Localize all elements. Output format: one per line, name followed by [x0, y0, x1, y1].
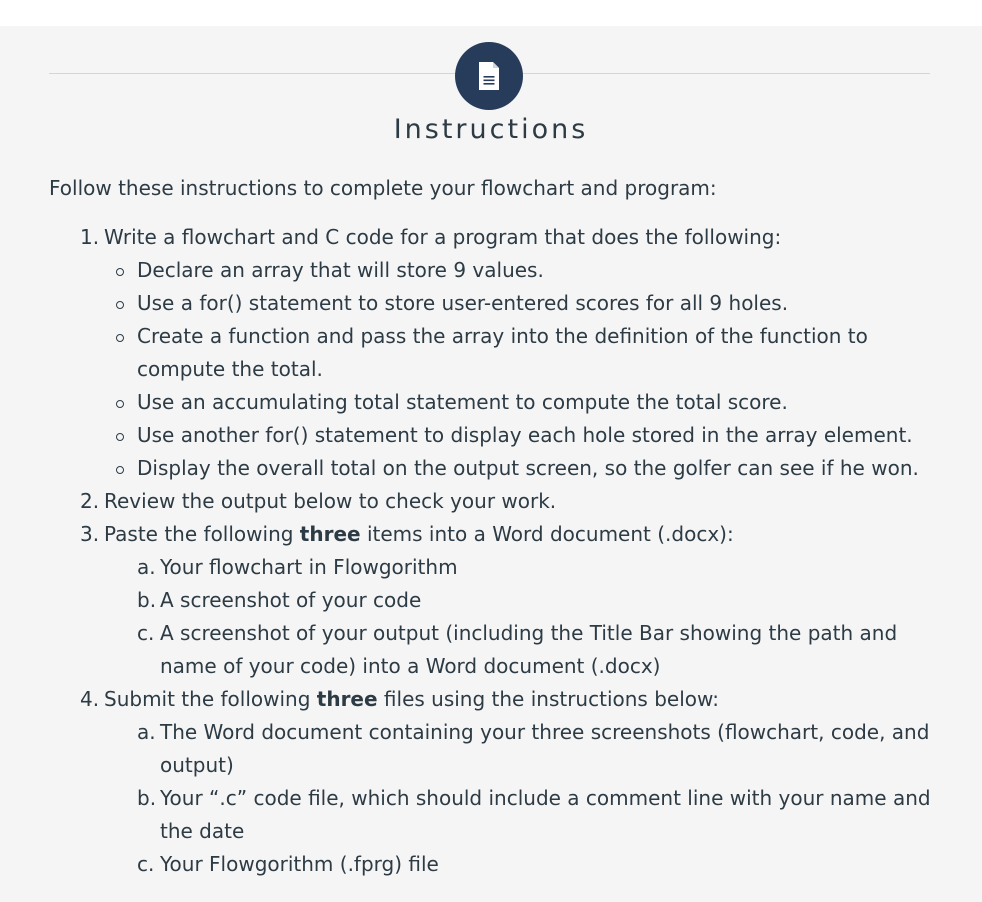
bullet-item: Declare an array that will store 9 values.: [112, 254, 939, 287]
item-letter: c.: [137, 852, 155, 876]
step-3: [80, 518, 939, 683]
step-3-items: [104, 551, 939, 683]
step-text-part: Submit the following: [104, 687, 317, 711]
bullet-item: Use another for() statement to display each hole stored in the array element.: [112, 419, 939, 452]
step-text-part: items into a Word document (.docx):: [360, 522, 734, 546]
lettered-item: [137, 716, 939, 782]
step-4-items: [104, 716, 939, 881]
intro-text: Follow these instructions to complete your flowchart and program:: [49, 176, 717, 200]
item-text: Your “.c” code file, which should include a comment line with your name and the date: [160, 786, 931, 843]
instructions-content: [49, 172, 939, 881]
lettered-item: [137, 584, 939, 617]
step-1: [80, 221, 939, 485]
item-text: Your Flowgorithm (.fprg) file: [160, 852, 439, 876]
item-letter: a.: [137, 555, 156, 579]
lettered-item: [137, 782, 939, 848]
step-number: 1.: [80, 225, 100, 249]
step-text-part: Paste the following: [104, 522, 300, 546]
step-text: [104, 522, 734, 546]
step-2: [80, 485, 939, 518]
step-text: Write a flowchart and C code for a program that does the following:: [104, 225, 782, 249]
bullet-item: Create a function and pass the array into the definition of the function to compute the total.: [112, 320, 939, 386]
step-4: [80, 683, 939, 881]
item-text: Your flowchart in Flowgorithm: [160, 555, 458, 579]
lettered-item: [137, 617, 939, 683]
step-number: 3.: [80, 522, 100, 546]
step-number: 2.: [80, 489, 100, 513]
item-letter: c.: [137, 621, 155, 645]
page-title: Instructions: [393, 114, 589, 145]
lettered-item: [137, 848, 939, 881]
step-1-bullets: [104, 254, 939, 485]
item-text: A screenshot of your code: [160, 588, 422, 612]
step-text-bold: three: [316, 687, 378, 711]
item-letter: b.: [137, 588, 157, 612]
item-letter: a.: [137, 720, 156, 744]
item-text: The Word document containing your three screenshots (flowchart, code, and output): [160, 720, 930, 777]
step-text: [104, 687, 719, 711]
lettered-item: [137, 551, 939, 584]
bullet-item: Use a for() statement to store user-entered scores for all 9 holes.: [112, 287, 939, 320]
steps-list: [49, 221, 939, 881]
step-text-bold: three: [299, 522, 361, 546]
bullet-item: Use an accumulating total statement to compute the total score.: [112, 386, 939, 419]
step-number: 4.: [80, 687, 100, 711]
item-letter: b.: [137, 786, 157, 810]
bullet-item: Display the overall total on the output screen, so the golfer can see if he won.: [112, 452, 939, 485]
instructions-panel: [0, 26, 982, 902]
step-text: Review the output below to check your work.: [104, 489, 557, 513]
item-text: A screenshot of your output (including the Title Bar showing the path and name of your code) into a Word document (.docx): [160, 621, 898, 678]
step-text-part: files using the instructions below:: [377, 687, 719, 711]
document-icon: [455, 42, 523, 110]
